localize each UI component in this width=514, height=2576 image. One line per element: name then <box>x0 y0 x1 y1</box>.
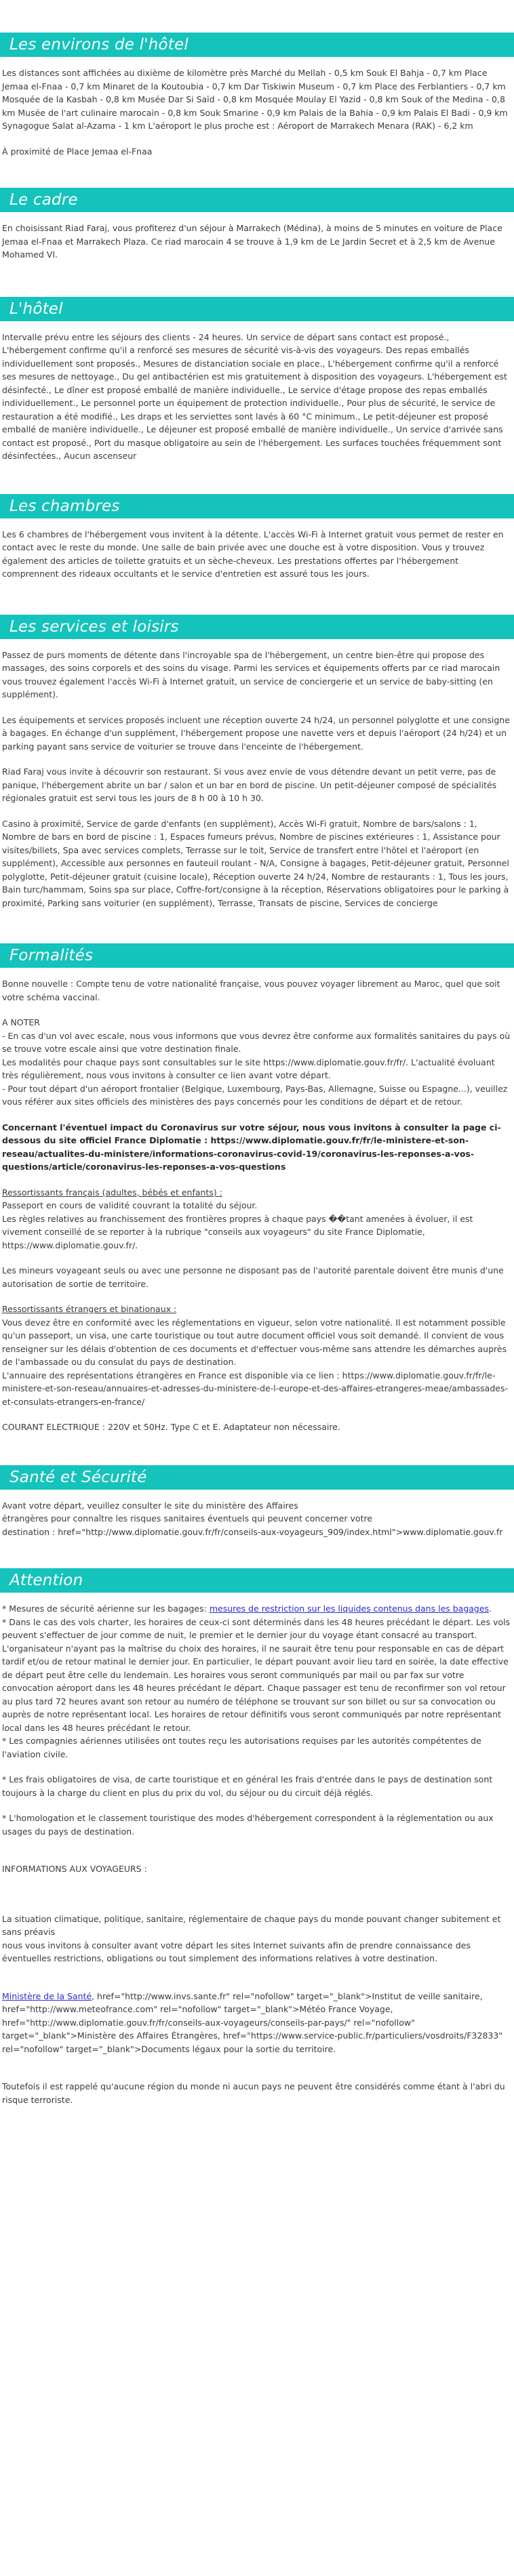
formalites-note-line: - Pour tout départ d'un aéroport frontalier (Belgique, Luxembourg, Pays-Bas, Allemagne, Suisse ou Espagne...), veuillez vous référer aux sites officiels des ministères des pays concernés pour les conditions de départ et de retour. <box>2 1083 508 1107</box>
sante-line: destination : href="http://www.diplomatie.gouv.fr/fr/conseils-aux-voyageurs_909/index.html">www.diplomatie.gouv.fr <box>2 1526 503 1537</box>
section-attention <box>0 1568 514 2106</box>
section-title-chambres: Les chambres <box>0 494 514 518</box>
environs-distances-text: Les distances sont affichées au dixième de kilomètre près Marché du Mellah - 0,5 km Souk El Bahja - 0,7 km Place Jemaa el-Fnaa - 0,7 km Minaret de la Koutoubia - 0,7 km Dar Tiskiwin Museum - 0,7 km Place des Ferblantiers - 0,7 km Mosquée de la Kasbah - 0,8 km Musée Dar Si Saïd - 0,8 km Mosquée Moulay El Yazid - 0,8 km Souk of the Medina - 0,8 km Musée de l'art culinaire marocain - 0,8 km Souk Smarine - 0,9 km Palais de la Bahia - 0,9 km Palais El Badi - 0,9 km Synagogue Salat al-Azama - 1 km L'aéroport le plus proche est : Aéroport de Marrakech Menara (RAK) - 6,2 km <box>2 68 508 131</box>
formalites-courant-text: COURANT ELECTRIQUE : 220V et 50Hz. Type C et E. Adaptateur non nécessaire. <box>2 1422 340 1432</box>
attention-links-rest: , href="http://www.invs.sante.fr" rel="nofollow" target="_blank">Institut de veille sanitaire, href="http://www.meteofrance.com" rel="nofollow" target="_blank">Météo France Voyage, href="http://www.diplomatie.gouv.fr/fr/conseils-aux-voyageurs/conseils-par-pays/" rel="nofollow" target="_blank">Ministère des Affaires Étrangères, href="https://www.service-public.fr/particuliers/vosdroits/F32833" rel="nofollow" target="_blank">Documents légaux pour la sortie du territoire. <box>2 1990 503 2054</box>
section-cadre <box>0 188 514 262</box>
formalites-note-line: Les modalités pour chaque pays sont consultables sur le site https://www.diplomatie.gouv.fr/fr/. L'actualité évoluant très régulièrement, nous vous invitons à consulter ce lien avant votre départ. <box>2 1057 495 1080</box>
services-equipment-text: Les équipements et services proposés incluent une réception ouverte 24 h/24, un personnel polyglotte et une consigne à bagages. En échange d'un supplément, l'hébergement propose une navette vers et depuis l'aéroport (24 h/24) et un parking payant sans service de voiturier se trouve dans l'enceinte de l'hébergement. <box>2 714 510 752</box>
cadre-text: En choisissant Riad Faraj, vous profiterez d'un séjour à Marrakech (Médina), à moins de 5 minutes en voiture de Place Jemaa el-Fnaa et Marrakech Plaza. Ce riad marocain 4 se trouve à 1,9 km de Le Jardin Secret et à 2,5 km de Avenue Mohamed VI. <box>2 223 502 260</box>
sante-line: étrangères pour connaître les risques sanitaires éventuels qui peuvent concerner votre <box>2 1513 373 1524</box>
formalites-fr-line: Les règles relatives au franchissement des frontières propres à chaque pays ��tant amenées à évoluer, il est vivement conseillé de se reporter à la rubrique "conseils aux voyageurs" du site France Diplomatie, https://www.diplomatie.gouv.fr/. <box>2 1213 473 1250</box>
attention-terrorism-text: Toutefois il est rappelé qu'aucune région du monde ni aucun pays ne peuvent être considérés comme étant à l'abri du risque terroriste. <box>2 2081 505 2105</box>
section-title-cadre: Le cadre <box>0 188 514 212</box>
section-title-services: Les services et loisirs <box>0 615 514 639</box>
section-services <box>0 615 514 910</box>
formalites-etr-line: Vous devez être en conformité avec les réglementations en vigueur, selon votre nationalité. Il est notamment possible qu'un passeport, un visa, une carte touristique ou tout autre document officiel vous soit demandé. Il convient de vous renseigner sur les délais d'obtention de ces documents et d'effectuer vous-même sans attendre les démarches auprès de l'ambassade ou du consulat du pays de destination. <box>2 1317 507 1367</box>
formalites-fr-heading: Ressortissants français (adultes, bébés et enfants) : <box>2 1187 222 1198</box>
section-formalites <box>0 943 514 1434</box>
formalites-etr-line: L'annuaire des représentations étrangères en France est disponible via ce lien : https://www.diplomatie.gouv.fr/fr/le-ministere-et-son-reseau/annuaires-et-adresses-du-ministere-de-l-europe-et-des-affaires-etrangeres-meae/ambassades-et-consulats-etrangers-en-france/ <box>2 1370 508 1407</box>
section-sante <box>0 1465 514 1539</box>
section-title-sante: Santé et Sécurité <box>0 1465 514 1490</box>
attention-compagnies-text: * Les compagnies aériennes utilisées ont toutes reçu les autorisations requises par les autorités compétentes de l'aviation civile. <box>2 1736 481 1759</box>
section-hotel <box>0 297 514 463</box>
attention-bagages-prefix: * Mesures de sécurité aérienne sur les bagages: <box>2 1603 210 1614</box>
attention-bagages-text <box>2 1602 512 1616</box>
attention-taxes-text: * Les frais obligatoires de visa, de carte touristique et en général les frais d'entrée dans le pays de destination sont toujours à la charge du client en plus du prix du vol, du séjour ou du circuit déjà réglés. <box>2 1774 493 1798</box>
formalites-note-heading: A NOTER <box>2 1017 40 1027</box>
section-title-hotel: L'hôtel <box>0 297 514 321</box>
section-title-environs: Les environs de l'hôtel <box>0 33 514 57</box>
formalites-minors-text: Les mineurs voyageant seuls ou avec une personne ne disposant pas de l'autorité parentale doivent être munis d'une autorisation de sortie de territoire. <box>2 1265 504 1289</box>
chambres-text: Les 6 chambres de l'hébergement vous invitent à la détente. L'accès Wi-Fi à Internet gratuit vous permet de rester en contact avec le reste du monde. Une salle de bain privée avec une douche est à votre disposition. Vous y trouvez également des articles de toilette gratuits et un sèche-cheveux. Les prestations offertes par l'hébergement comprennent des rideaux occultants et le service d'entretien est assuré tous les jours. <box>2 529 504 579</box>
section-title-attention: Attention <box>0 1568 514 1593</box>
services-spa-text: Passez de purs moments de détente dans l'incroyable spa de l'hébergement, un centre bien-être qui propose des massages, des soins corporels et des soins du visage. Parmi les services et équipements offerts par ce riad marocain vous trouvez également l'accès Wi-Fi à Internet gratuit, un service de conciergerie et un service de baby-sitting (en supplément). <box>2 649 500 699</box>
environs-proximity-text: À proximité de Place Jemaa el-Fnaa <box>2 146 153 157</box>
attention-info-line: nous vous invitons à consulter avant votre départ les sites Internet suivants afin de prendre connaissance des éventuelles restrictions, obligations ou tout simplement des informations relatives à votre destination. <box>2 1940 471 1963</box>
attention-info-heading: INFORMATIONS AUX VOYAGEURS : <box>2 1864 147 1874</box>
attention-horaires-text: * Dans le cas des vols charter, les horaires de ceux-ci sont déterminés dans les 48 heures précédant le départ. Les vols peuvent s'effectuer de jour comme de nuit, le premier et le dernier jour du voyage étant consacré au transport. L'organisateur n'ayant pas la maîtrise du choix des horaires, il ne saurait être tenu pour responsable en cas de départ tardif et/ou de retour matinal le dernier jour. En particulier, le départ pouvant avoir lieu tard en soirée, la date effective de départ peut être celle du lendemain. Les horaires vous seront communiqués par mail ou par fax sur votre convocation aéroport dans les 48 heures précédant le départ. Chaque passager est tenu de reconfirmer son vol retour au plus tard 72 heures avant son retour au numéro de téléphone se trouvant sur son billet ou sur sa convocation ou auprès de notre représentant local. Les horaires de retour définitifs vous seront communiqués par notre représentant local dans les 48 heures précédant le retour. <box>2 1616 510 1733</box>
liquids-restriction-link[interactable]: mesures de restriction sur les liquides contenus dans les bagages <box>209 1603 490 1614</box>
sante-line: Avant votre départ, veuillez consulter le site du ministère des Affaires <box>2 1500 298 1511</box>
services-restaurant-text: Riad Faraj vous invite à découvrir son restaurant. Si vous avez envie de vous détendre devant un petit verre, pas de panique, l'hébergement abrite un bar / salon et un bar en bord de piscine. Un petit-déjeuner composé de spécialités régionales gratuit est servi tous les jours de 8 h 00 à 10 h 30. <box>2 766 497 803</box>
attention-links-text <box>2 1990 512 2056</box>
hotel-safety-text: Intervalle prévu entre les séjours des clients - 24 heures. Un service de départ sans contact est proposé., L'hébergement confirme qu'il a renforcé ses mesures de sécurité vis-à-vis des voyageurs. Des repas emballés individuellement sont proposés., Mesures de distanciation sociale en place., L'hébergement confirme qu'il a renforcé ses mesures de nettoyage., Du gel antibactérien est mis gratuitement à disposition des voyageurs. L'hébergement est désinfecté., Le dîner est proposé emballé de manière individuelle., Le service d'étage propose des repas emballés individuellement., Le personnel porte un équipement de protection individuelle., Pour plus de sécurité, le service de restauration a été modifié., Les draps et les serviettes sont lavés à 60 °C minimum., Le petit-déjeuner est proposé emballé de manière individuelle., Le déjeuner est proposé emballé de manière individuelle., Un service d'arrivée sans contact est proposé., Port du masque obligatoire au sein de l'hébergement. Les surfaces touchées fréquemment sont désinfectées., Aucun ascenseur <box>2 331 507 461</box>
attention-info-line: La situation climatique, politique, sanitaire, réglementaire de chaque pays du monde pouvant changer subitement et sans préavis <box>2 1913 501 1937</box>
ministere-sante-link[interactable]: Ministère de la Santé <box>2 1990 92 2001</box>
section-environs <box>0 33 514 158</box>
formalites-coronavirus-text: Concernant l'éventuel impact du Coronavirus sur votre séjour, nous vous invitons à consulter la page ci-dessous du site officiel France Diplomatie : https://www.diplomatie.gouv.fr/fr/le-ministere-et-son-reseau/actualites-du-ministere/informations-coronavirus-covid-19/coronavirus-les-reponses-a-vos-questions/article/coronavirus-les-reponses-a-vos-questions <box>2 1122 501 1172</box>
attention-bagages-suffix: . <box>489 1603 492 1614</box>
formalites-intro: Bonne nouvelle : Compte tenu de votre nationalité française, vous pouvez voyager librement au Maroc, quel que soit votre schéma vaccinal. <box>2 979 500 1002</box>
services-list-text: Casino à proximité, Service de garde d'enfants (en supplément), Accès Wi-Fi gratuit, Nombre de bars/salons : 1, Nombre de bars en bord de piscine : 1, Espaces fumeurs prévus, Nombre de piscines extérieures : 1, Assistance pour visites/billets, Spa avec services complets, Terrasse sur le toit, Service de transfert entre l'hôtel et l'aéroport (en supplément), Accessible aux personnes en fauteuil roulant - N/A, Consigne à bagages, Petit-déjeuner gratuit, Personnel polyglotte, Petit-déjeuner gratuit (cuisine locale), Réception ouverte 24 h/24, Nombre de restaurants : 1, Tous les jours, Bain turc/hammam, Soins spa sur place, Coffre-fort/consigne à la réception, Réservations obligatoires pour le parking à proximité, Parking sans voiturier (en supplément), Terrasse, Transats de piscine, Services de concierge <box>2 818 509 908</box>
formalites-fr-line: Passeport en cours de validité couvrant la totalité du séjour. <box>2 1200 258 1210</box>
formalites-note-line: - En cas d'un vol avec escale, nous vous informons que vous devrez être conforme aux formalités sanitaires du pays où se trouve votre escale ainsi que votre destination finale. <box>2 1030 511 1054</box>
section-chambres <box>0 494 514 581</box>
formalites-etr-heading: Ressortissants étrangers et binationaux : <box>2 1304 177 1314</box>
attention-homologation-text: * L'homologation et le classement touristique des modes d'hébergement correspondent à la réglementation ou aux usages du pays de destination. <box>2 1813 494 1837</box>
section-title-formalites: Formalités <box>0 943 514 968</box>
